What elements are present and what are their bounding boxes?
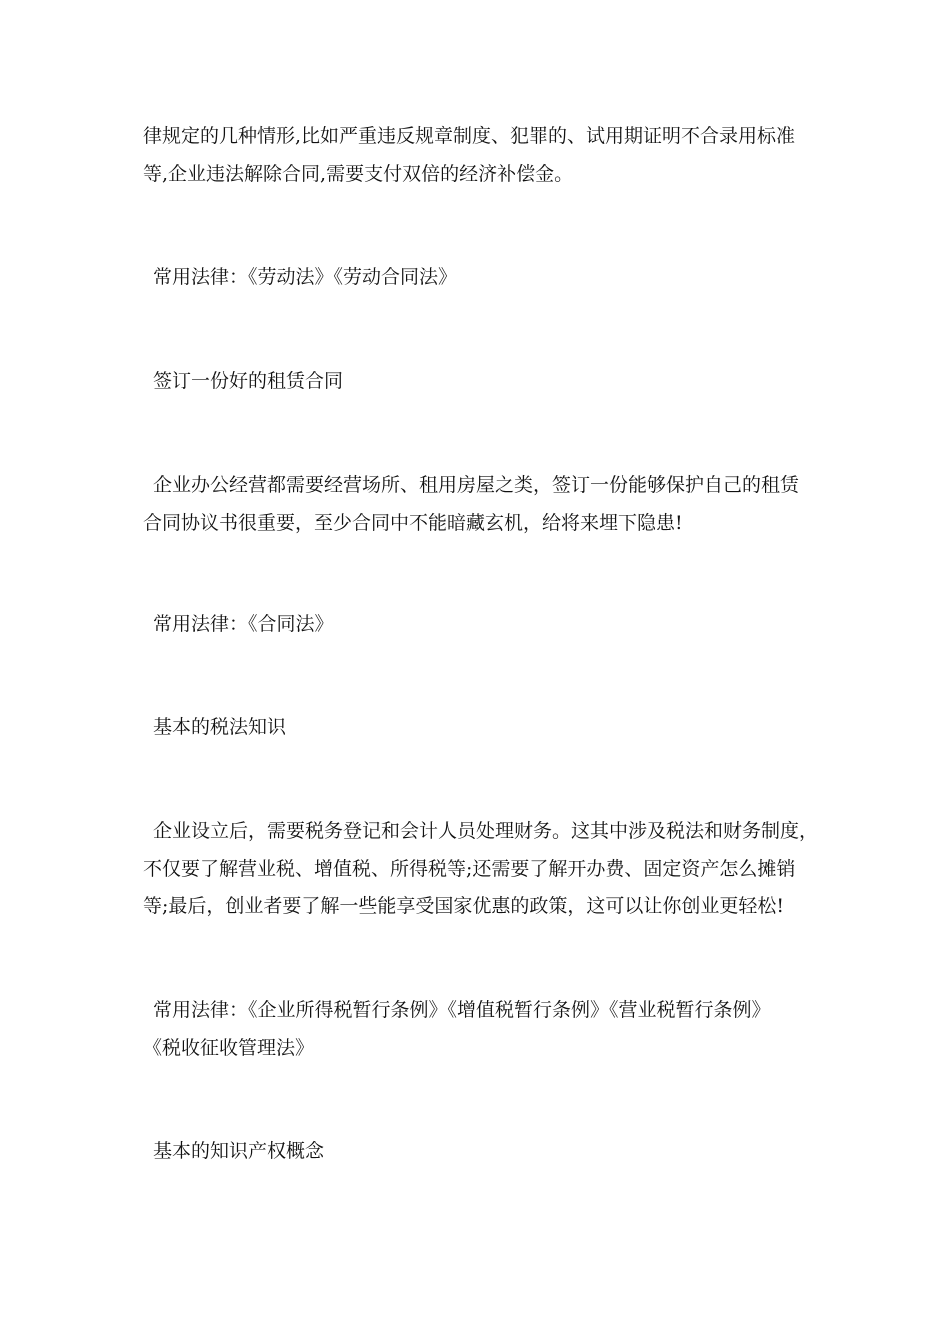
paragraph-line: 不仅要了解营业税、增值税、所得税等;还需要了解开办费、固定资产怎么摊销 xyxy=(143,858,796,880)
law-reference-line: 《税收征收管理法》 xyxy=(143,1037,315,1059)
paragraph-line: 律规定的几种情形,比如严重违反规章制度、犯罪的、试用期证明不合录用标准 xyxy=(143,125,796,147)
paragraph-line: 企业办公经营都需要经营场所、租用房屋之类，签订一份能够保护自己的租赁 xyxy=(153,474,800,496)
law-reference-line: 常用法律：《合同法》 xyxy=(153,613,334,635)
paragraph-line: 等;最后，创业者要了解一些能享受国家优惠的政策，这可以让你创业更轻松! xyxy=(143,895,785,917)
law-reference-line: 常用法律：《劳动法》《劳动合同法》 xyxy=(153,266,458,288)
section-heading: 基本的税法知识 xyxy=(153,716,287,738)
section-heading: 签订一份好的租赁合同 xyxy=(153,370,344,392)
section-heading: 基本的知识产权概念 xyxy=(153,1140,325,1162)
paragraph-line: 等,企业违法解除合同,需要支付双倍的经济补偿金。 xyxy=(143,163,574,185)
paragraph-line: 企业设立后，需要税务登记和会计人员处理财务。这其中涉及税法和财务制度， xyxy=(153,820,819,842)
paragraph-line: 合同协议书很重要，至少合同中不能暗藏玄机，给将来埋下隐患! xyxy=(143,512,683,534)
law-reference-line: 常用法律：《企业所得税暂行条例》《增值税暂行条例》《营业税暂行条例》 xyxy=(153,999,771,1021)
